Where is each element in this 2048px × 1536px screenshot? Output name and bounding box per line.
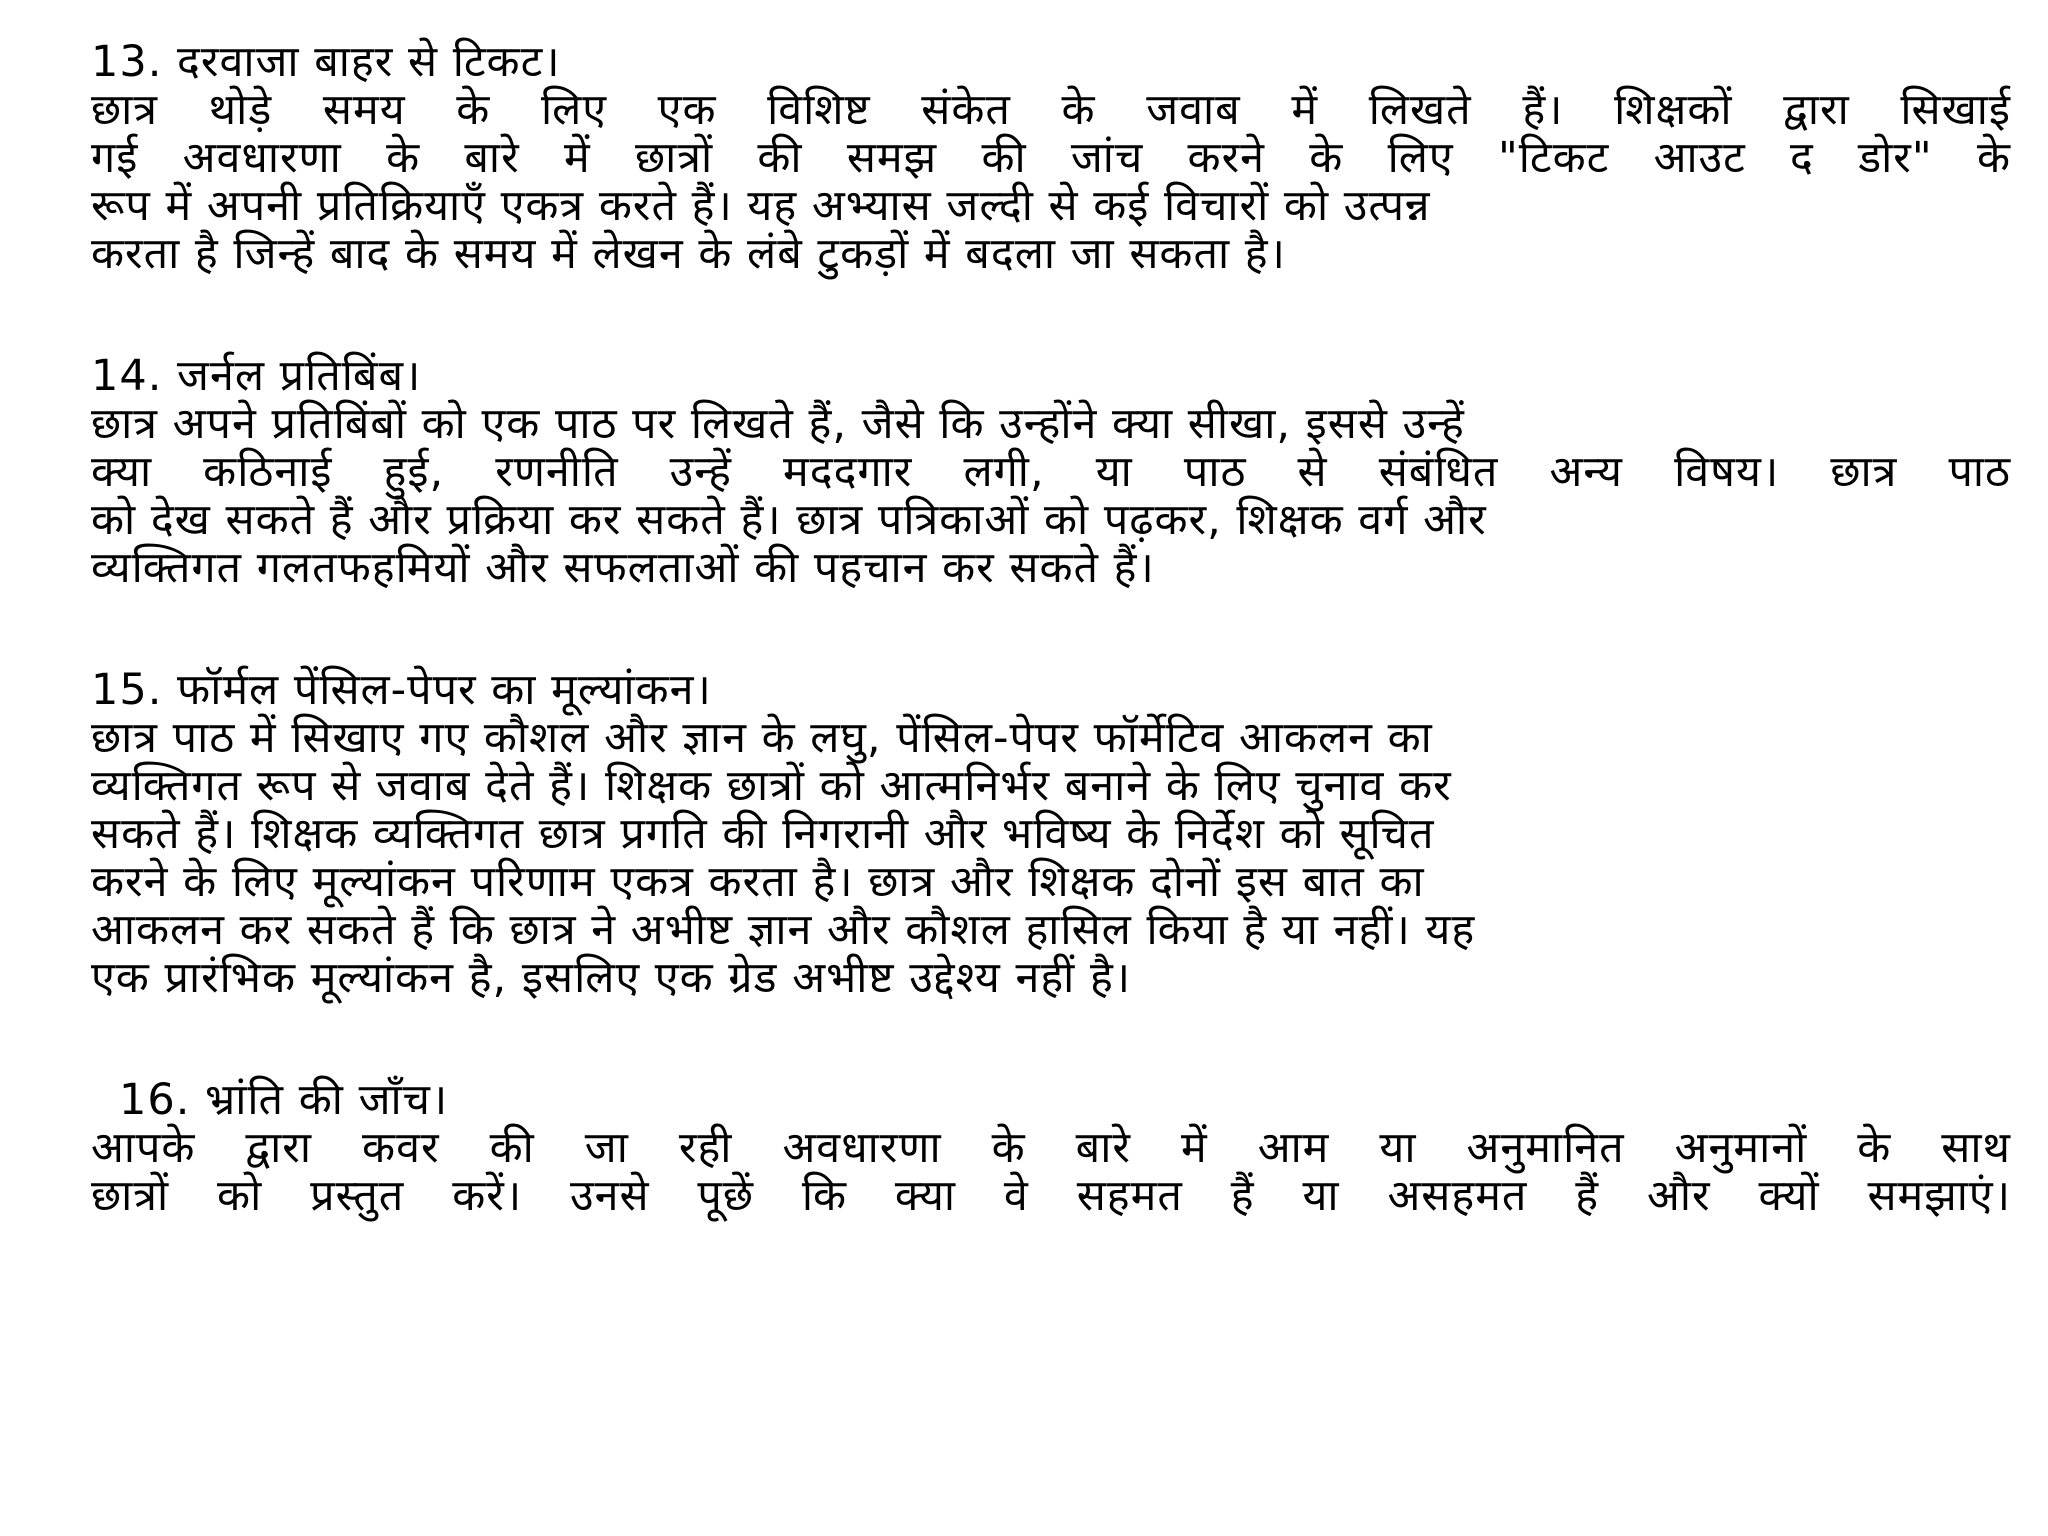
document-page — [91, 38, 2011, 1220]
section-heading: 16. भ्रांति की जाँच। — [119, 1075, 449, 1125]
paragraph-line: छात्र अपने प्रतिबिंबों को एक पाठ पर लिखते हैं, जैसे कि उन्होंने क्या सीखा, इससे उन्हें — [91, 399, 1465, 449]
paragraph-line: छात्र पाठ में सिखाए गए कौशल और ज्ञान के लघु, पेंसिल-पेपर फॉर्मेटिव आकलन का — [91, 713, 1433, 763]
section-heading: 13. दरवाजा बाहर से टिकट। — [91, 37, 561, 87]
paragraph-line: छात्रों को प्रस्तुत करें। उनसे पूछें कि क्या वे सहमत हैं या असहमत हैं और क्यों समझाएं। — [91, 1171, 2011, 1221]
paragraph-line: छात्र थोड़े समय के लिए एक विशिष्ट संकेत के जवाब में लिखते हैं। शिक्षकों द्वारा सिखाई — [91, 85, 2011, 135]
paragraph-line: सकते हैं। शिक्षक व्यक्तिगत छात्र प्रगति की निगरानी और भविष्य के निर्देश को सूचित — [91, 809, 1435, 859]
paragraph-line: व्यक्तिगत गलतफहमियों और सफलताओं की पहचान कर सकते हैं। — [91, 543, 1155, 593]
paragraph-line: करता है जिन्हें बाद के समय में लेखन के लंबे टुकड़ों में बदला जा सकता है। — [91, 229, 1286, 279]
paragraph-line: को देख सकते हैं और प्रक्रिया कर सकते हैं। छात्र पत्रिकाओं को पढ़कर, शिक्षक वर्ग और — [91, 495, 1487, 545]
paragraph-line: करने के लिए मूल्यांकन परिणाम एकत्र करता है। छात्र और शिक्षक दोनों इस बात का — [91, 857, 1425, 907]
section-heading: 15. फॉर्मल पेंसिल-पेपर का मूल्यांकन। — [91, 665, 712, 715]
paragraph-line: रूप में अपनी प्रतिक्रियाएँ एकत्र करते हैं। यह अभ्यास जल्दी से कई विचारों को उत्पन्न — [91, 181, 1431, 231]
paragraph-line: आकलन कर सकते हैं कि छात्र ने अभीष्ट ज्ञान और कौशल हासिल किया है या नहीं। यह — [91, 905, 1476, 955]
paragraph-line: क्या कठिनाई हुई, रणनीति उन्हें मददगार लगी, या पाठ से संबंधित अन्य विषय। छात्र पाठ — [91, 447, 2011, 497]
section-14 — [91, 352, 2011, 592]
section-heading: 14. जर्नल प्रतिबिंब। — [91, 351, 422, 401]
paragraph-line: आपके द्वारा कवर की जा रही अवधारणा के बारे में आम या अनुमानित अनुमानों के साथ — [91, 1123, 2011, 1173]
paragraph-line: व्यक्तिगत रूप से जवाब देते हैं। शिक्षक छात्रों को आत्मनिर्भर बनाने के लिए चुनाव कर — [91, 761, 1452, 811]
section-16 — [91, 1076, 2011, 1220]
section-13 — [91, 38, 2011, 278]
paragraph-line: एक प्रारंभिक मूल्यांकन है, इसलिए एक ग्रेड अभीष्ट उद्देश्य नहीं है। — [91, 953, 1132, 1003]
section-15 — [91, 666, 2011, 1002]
paragraph-line: गई अवधारणा के बारे में छात्रों की समझ की जांच करने के लिए "टिकट आउट द डोर" के — [91, 133, 2011, 183]
